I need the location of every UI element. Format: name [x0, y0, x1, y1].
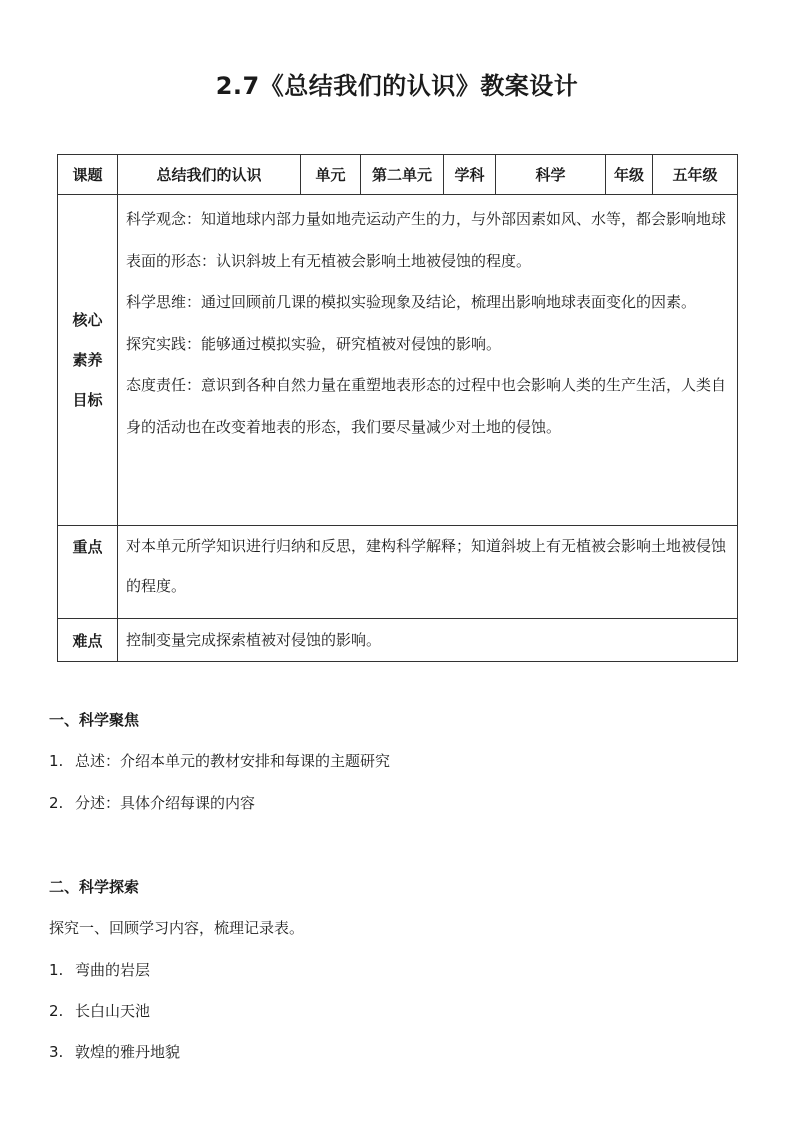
list-text: 敦煌的雅丹地貌 — [75, 1043, 181, 1061]
list-item — [49, 959, 150, 980]
difficulty-label: 难点 — [58, 619, 118, 662]
explore-intro: 探究一、回顾学习内容，梳理记录表。 — [49, 919, 305, 937]
list-number: 2. — [49, 1002, 64, 1020]
document-title: 2.7《总结我们的认识》教案设计 — [215, 72, 579, 100]
subject-label: 学科 — [444, 155, 496, 195]
core-goal-science-concept: 科学观念：知道地球内部力量如地壳运动产生的力，与外部因素如风、水等，都会影响地球表面的形态：认识斜坡上有无植被会影响土地被侵蚀的程度。 — [126, 210, 727, 270]
subject-value: 科学 — [496, 155, 606, 195]
core-goal-science-thinking: 科学思维：通过回顾前几课的模拟实验现象及结论，梳理出影响地球表面变化的因素。 — [126, 293, 697, 311]
section-heading-explore: 二、科学探索 — [49, 878, 140, 896]
key-point-content: 对本单元所学知识进行归纳和反思，建构科学解释；知道斜坡上有无植被会影响土地被侵蚀的程度。 — [118, 526, 738, 619]
core-label-line: 核心 — [72, 311, 103, 329]
core-goals-content — [118, 195, 738, 526]
list-item — [49, 1041, 180, 1062]
list-number: 1. — [49, 961, 64, 979]
core-label-line: 素养 — [72, 351, 103, 369]
list-text: 长白山天池 — [75, 1002, 151, 1020]
difficulty-content: 控制变量完成探索植被对侵蚀的影响。 — [118, 619, 738, 662]
key-point-label: 重点 — [58, 526, 118, 619]
grade-label: 年级 — [606, 155, 653, 195]
lesson-label: 课题 — [58, 155, 118, 195]
lesson-info-table — [57, 154, 738, 662]
list-item — [49, 792, 255, 813]
lesson-value: 总结我们的认识 — [118, 155, 301, 195]
core-goals-label — [58, 195, 118, 526]
core-goal-attitude: 态度责任：意识到各种自然力量在重塑地表形态的过程中也会影响人类的生产生活，人类自身的活动也在改变着地表的形态，我们要尽量减少对土地的侵蚀。 — [126, 376, 727, 436]
unit-label: 单元 — [301, 155, 361, 195]
key-point-row — [58, 526, 738, 619]
core-goal-inquiry-practice: 探究实践：能够通过模拟实验，研究植被对侵蚀的影响。 — [126, 334, 502, 353]
section-heading-focus: 一、科学聚焦 — [49, 711, 140, 729]
core-goals-row — [58, 195, 738, 526]
grade-value: 五年级 — [653, 155, 738, 195]
list-number: 3. — [49, 1043, 64, 1061]
list-text: 弯曲的岩层 — [75, 961, 151, 979]
list-number: 1. — [49, 752, 64, 770]
list-text: 分述：具体介绍每课的内容 — [75, 794, 256, 812]
unit-value: 第二单元 — [361, 155, 444, 195]
difficulty-row — [58, 619, 738, 662]
list-text: 总述：介绍本单元的教材安排和每课的主题研究 — [75, 752, 391, 770]
list-item — [49, 750, 390, 771]
core-label-line: 目标 — [72, 391, 103, 409]
list-number: 2. — [49, 794, 64, 812]
list-item — [49, 1000, 150, 1021]
table-header-row — [58, 155, 738, 195]
